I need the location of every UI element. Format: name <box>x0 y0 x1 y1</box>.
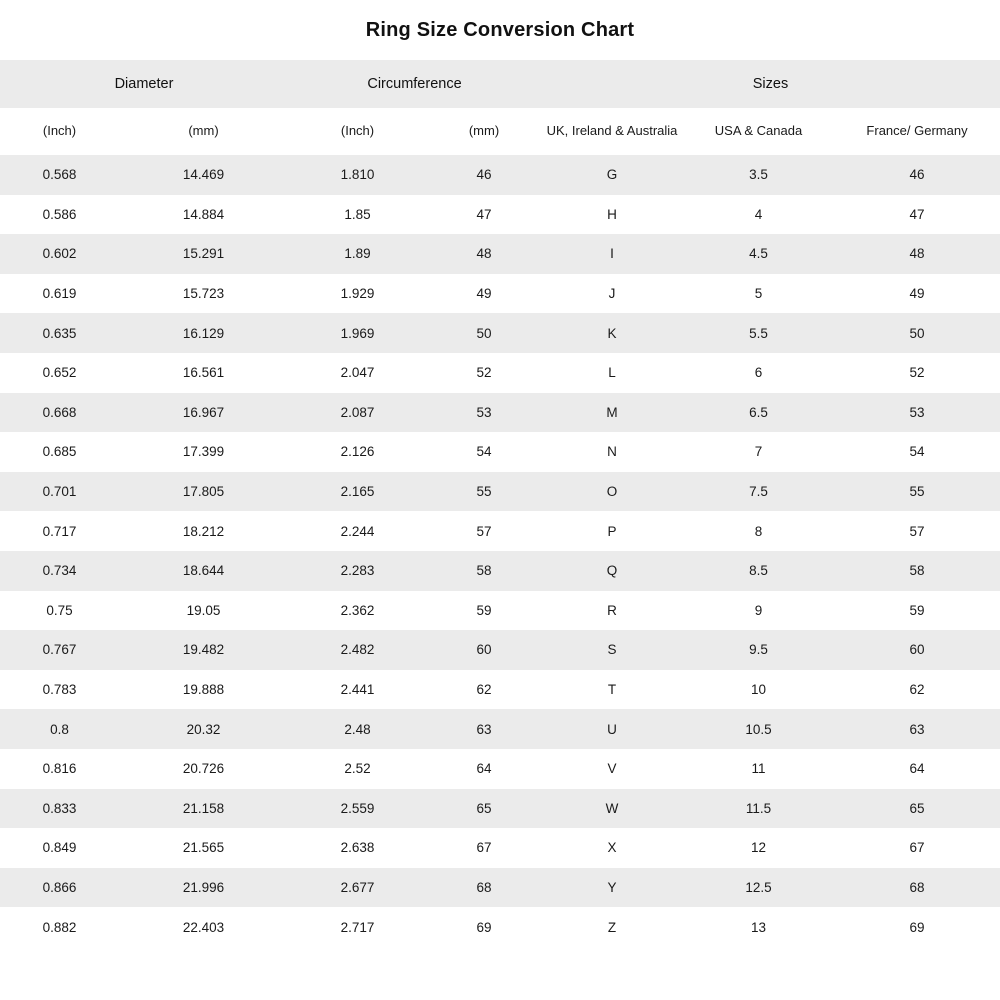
table-row <box>0 828 1000 868</box>
table-cell: 0.75 <box>0 591 119 631</box>
table-row <box>0 155 1000 195</box>
table-cell: 47 <box>427 195 541 235</box>
table-cell: 57 <box>834 511 1000 551</box>
table-cell: 8 <box>683 511 834 551</box>
table-row <box>0 868 1000 908</box>
sub-header-row <box>0 108 1000 155</box>
table-cell: 7 <box>683 432 834 472</box>
table-cell: 63 <box>834 709 1000 749</box>
table-cell: 60 <box>834 630 1000 670</box>
table-row <box>0 709 1000 749</box>
table-cell: 65 <box>427 789 541 829</box>
table-cell: 1.85 <box>288 195 427 235</box>
sub-header-circumference-inch: (Inch) <box>288 108 427 155</box>
table-cell: U <box>541 709 683 749</box>
table-cell: Q <box>541 551 683 591</box>
table-cell: 2.677 <box>288 868 427 908</box>
table-cell: S <box>541 630 683 670</box>
table-cell: 1.969 <box>288 313 427 353</box>
table-cell: O <box>541 472 683 512</box>
table-cell: 9.5 <box>683 630 834 670</box>
table-cell: 15.291 <box>119 234 288 274</box>
table-cell: K <box>541 313 683 353</box>
table-cell: 0.635 <box>0 313 119 353</box>
table-row <box>0 789 1000 829</box>
table-cell: 20.32 <box>119 709 288 749</box>
table-cell: 15.723 <box>119 274 288 314</box>
table-cell: 69 <box>834 907 1000 947</box>
table-cell: 67 <box>427 828 541 868</box>
table-cell: 16.561 <box>119 353 288 393</box>
table-cell: 2.283 <box>288 551 427 591</box>
table-cell: 2.52 <box>288 749 427 789</box>
table-cell: 0.882 <box>0 907 119 947</box>
group-header-sizes: Sizes <box>541 60 1000 108</box>
table-cell: 68 <box>427 868 541 908</box>
table-cell: 14.469 <box>119 155 288 195</box>
table-cell: 50 <box>427 313 541 353</box>
table-cell: 55 <box>834 472 1000 512</box>
table-cell: H <box>541 195 683 235</box>
table-cell: 64 <box>834 749 1000 789</box>
table-cell: 0.783 <box>0 670 119 710</box>
table-cell: 0.849 <box>0 828 119 868</box>
table-cell: 0.866 <box>0 868 119 908</box>
table-cell: 5.5 <box>683 313 834 353</box>
table-cell: 46 <box>427 155 541 195</box>
table-cell: 0.685 <box>0 432 119 472</box>
sub-header-circumference-mm: (mm) <box>427 108 541 155</box>
table-cell: 58 <box>834 551 1000 591</box>
table-cell: R <box>541 591 683 631</box>
table-cell: P <box>541 511 683 551</box>
table-cell: 48 <box>834 234 1000 274</box>
table-cell: L <box>541 353 683 393</box>
table-cell: 19.482 <box>119 630 288 670</box>
table-cell: 19.888 <box>119 670 288 710</box>
table-cell: J <box>541 274 683 314</box>
table-cell: 18.212 <box>119 511 288 551</box>
table-cell: 55 <box>427 472 541 512</box>
table-cell: 2.638 <box>288 828 427 868</box>
table-row <box>0 749 1000 789</box>
table-row <box>0 551 1000 591</box>
table-cell: 17.399 <box>119 432 288 472</box>
table-cell: 69 <box>427 907 541 947</box>
table-cell: W <box>541 789 683 829</box>
table-cell: 0.701 <box>0 472 119 512</box>
table-cell: 6 <box>683 353 834 393</box>
table-cell: 0.586 <box>0 195 119 235</box>
table-cell: 68 <box>834 868 1000 908</box>
table-cell: Y <box>541 868 683 908</box>
table-cell: 18.644 <box>119 551 288 591</box>
table-cell: 2.441 <box>288 670 427 710</box>
table-cell: 16.129 <box>119 313 288 353</box>
sub-header-france-germany: France/ Germany <box>834 108 1000 155</box>
table-cell: 21.996 <box>119 868 288 908</box>
table-cell: 0.619 <box>0 274 119 314</box>
table-cell: 0.652 <box>0 353 119 393</box>
table-cell: 1.929 <box>288 274 427 314</box>
table-row <box>0 313 1000 353</box>
page-title: Ring Size Conversion Chart <box>365 19 635 41</box>
table-cell: 8.5 <box>683 551 834 591</box>
table-cell: 0.833 <box>0 789 119 829</box>
table-cell: 67 <box>834 828 1000 868</box>
table-cell: 54 <box>427 432 541 472</box>
table-cell: 4.5 <box>683 234 834 274</box>
table-cell: 9 <box>683 591 834 631</box>
table-cell: 2.244 <box>288 511 427 551</box>
table-row <box>0 274 1000 314</box>
sub-header-uk-ireland-australia: UK, Ireland & Australia <box>541 108 683 155</box>
table-cell: G <box>541 155 683 195</box>
table-cell: 19.05 <box>119 591 288 631</box>
table-body <box>0 155 1000 947</box>
table-row <box>0 195 1000 235</box>
table-cell: 14.884 <box>119 195 288 235</box>
table-cell: 46 <box>834 155 1000 195</box>
table-cell: 11 <box>683 749 834 789</box>
table-cell: 0.816 <box>0 749 119 789</box>
table-cell: 62 <box>834 670 1000 710</box>
table-cell: 12.5 <box>683 868 834 908</box>
table-cell: 2.48 <box>288 709 427 749</box>
table-cell: 12 <box>683 828 834 868</box>
table-cell: 2.362 <box>288 591 427 631</box>
table-cell: 10.5 <box>683 709 834 749</box>
table-cell: 4 <box>683 195 834 235</box>
sub-header-usa-canada: USA & Canada <box>683 108 834 155</box>
table-cell: 60 <box>427 630 541 670</box>
table-cell: 59 <box>427 591 541 631</box>
table-cell: 52 <box>834 353 1000 393</box>
table-cell: 59 <box>834 591 1000 631</box>
table-cell: 20.726 <box>119 749 288 789</box>
table-cell: 2.087 <box>288 393 427 433</box>
table-cell: 64 <box>427 749 541 789</box>
table-cell: M <box>541 393 683 433</box>
table-cell: 62 <box>427 670 541 710</box>
table-cell: 0.717 <box>0 511 119 551</box>
table-cell: 2.165 <box>288 472 427 512</box>
table-cell: Z <box>541 907 683 947</box>
table-row <box>0 511 1000 551</box>
table-cell: N <box>541 432 683 472</box>
table-cell: 53 <box>834 393 1000 433</box>
table-cell: 2.126 <box>288 432 427 472</box>
table-cell: 0.602 <box>0 234 119 274</box>
table-cell: 49 <box>834 274 1000 314</box>
table-cell: 6.5 <box>683 393 834 433</box>
table-cell: 1.89 <box>288 234 427 274</box>
table-row <box>0 591 1000 631</box>
table-row <box>0 907 1000 947</box>
table-cell: 22.403 <box>119 907 288 947</box>
table-cell: 16.967 <box>119 393 288 433</box>
table-cell: 57 <box>427 511 541 551</box>
table-cell: 58 <box>427 551 541 591</box>
group-header-circumference: Circumference <box>288 60 541 108</box>
group-header-diameter: Diameter <box>0 60 288 108</box>
table-row <box>0 630 1000 670</box>
table-row <box>0 234 1000 274</box>
table-cell: 13 <box>683 907 834 947</box>
table-cell: 0.734 <box>0 551 119 591</box>
table-cell: T <box>541 670 683 710</box>
table-row <box>0 353 1000 393</box>
table-cell: 21.158 <box>119 789 288 829</box>
table-row <box>0 393 1000 433</box>
sub-header-diameter-inch: (Inch) <box>0 108 119 155</box>
table-cell: 2.482 <box>288 630 427 670</box>
table-cell: 47 <box>834 195 1000 235</box>
table-cell: 0.767 <box>0 630 119 670</box>
table-cell: 52 <box>427 353 541 393</box>
table-cell: 63 <box>427 709 541 749</box>
table-cell: 0.668 <box>0 393 119 433</box>
table-cell: I <box>541 234 683 274</box>
table-cell: 5 <box>683 274 834 314</box>
table-cell: 0.8 <box>0 709 119 749</box>
table-row <box>0 432 1000 472</box>
table-row <box>0 472 1000 512</box>
sub-header-diameter-mm: (mm) <box>119 108 288 155</box>
table-cell: 65 <box>834 789 1000 829</box>
table-cell: V <box>541 749 683 789</box>
table-cell: 3.5 <box>683 155 834 195</box>
table-cell: 21.565 <box>119 828 288 868</box>
table-cell: 2.717 <box>288 907 427 947</box>
table-cell: 53 <box>427 393 541 433</box>
ring-size-conversion-table <box>0 60 1000 947</box>
table-cell: 10 <box>683 670 834 710</box>
table-cell: 50 <box>834 313 1000 353</box>
table-cell: 0.568 <box>0 155 119 195</box>
table-cell: 17.805 <box>119 472 288 512</box>
table-cell: 2.559 <box>288 789 427 829</box>
table-cell: 48 <box>427 234 541 274</box>
table-row <box>0 670 1000 710</box>
group-header-row <box>0 60 1000 108</box>
table-cell: 1.810 <box>288 155 427 195</box>
table-header <box>0 60 1000 155</box>
table-cell: X <box>541 828 683 868</box>
table-cell: 11.5 <box>683 789 834 829</box>
table-cell: 54 <box>834 432 1000 472</box>
table-cell: 7.5 <box>683 472 834 512</box>
table-cell: 49 <box>427 274 541 314</box>
table-cell: 2.047 <box>288 353 427 393</box>
